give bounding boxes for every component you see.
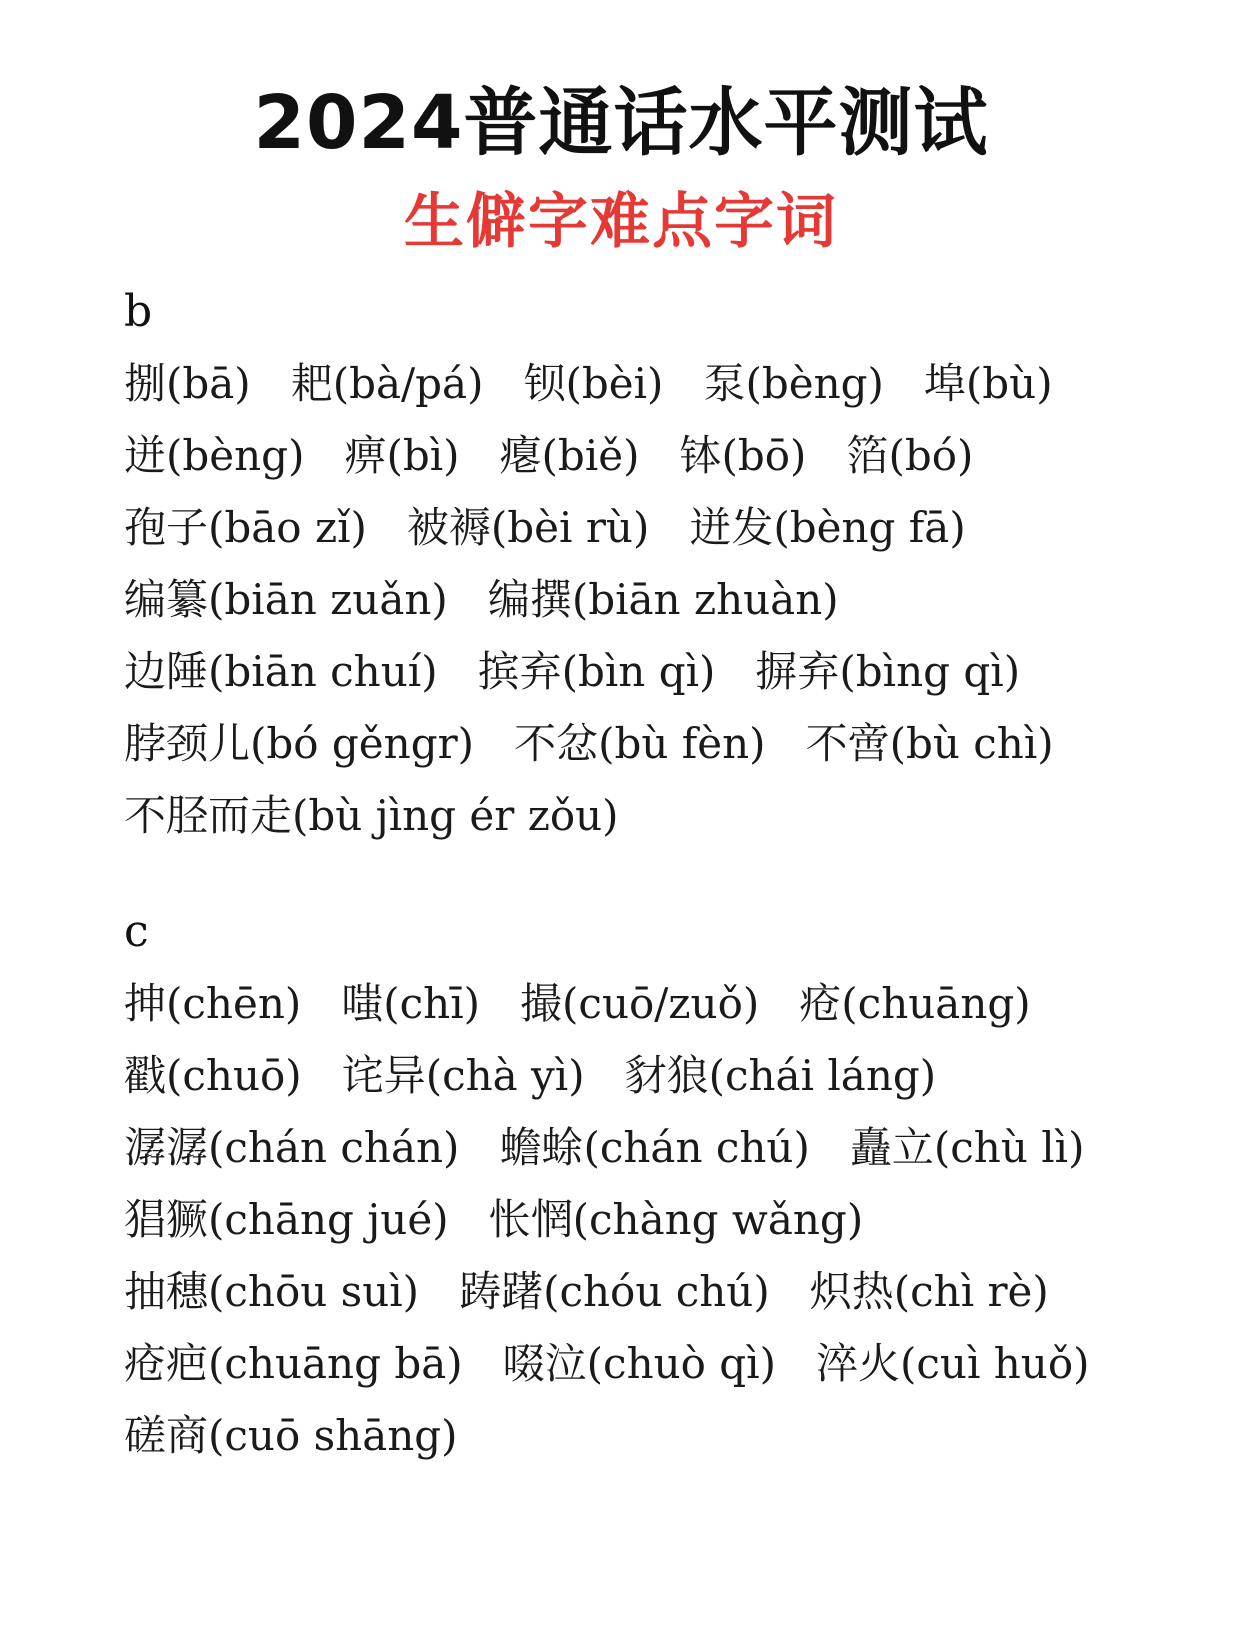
word-list xyxy=(124,354,1224,858)
word-entry: 钡(bèi) xyxy=(523,359,664,408)
word-entry: 编撰(biān zhuàn) xyxy=(487,575,839,624)
word-entry: 淬火(cuì huǒ) xyxy=(816,1339,1090,1388)
word-entry: 痹(bì) xyxy=(344,431,460,480)
word-entry: 疮(chuāng) xyxy=(799,979,1031,1028)
word-row xyxy=(124,1334,1224,1406)
word-row xyxy=(124,786,1224,858)
word-entry: 耙(bà/pá) xyxy=(290,359,484,408)
word-entry: 埠(bù) xyxy=(923,359,1053,408)
page-subtitle: 生僻字难点字词 xyxy=(404,187,838,257)
word-entry: 猖獗(chāng jué) xyxy=(124,1195,449,1244)
word-list xyxy=(124,974,1224,1478)
word-entry: 迸发(bèng fā) xyxy=(689,503,966,552)
word-row xyxy=(124,1190,1224,1262)
word-entry: 炽热(chì rè) xyxy=(809,1267,1049,1316)
section-letter: c xyxy=(124,906,149,957)
word-entry: 豺狼(chái láng) xyxy=(624,1051,937,1100)
word-row xyxy=(124,1118,1224,1190)
word-entry: 踌躇(chóu chú) xyxy=(459,1267,770,1316)
word-row xyxy=(124,714,1224,786)
word-entry: 诧异(chà yì) xyxy=(341,1051,585,1100)
word-entry: 迸(bèng) xyxy=(124,431,305,480)
word-row xyxy=(124,1406,1224,1478)
word-row xyxy=(124,1262,1224,1334)
word-row xyxy=(124,642,1224,714)
word-row xyxy=(124,570,1224,642)
word-entry: 边陲(biān chuí) xyxy=(124,647,438,696)
word-entry: 撮(cuō/zuǒ) xyxy=(520,979,760,1028)
word-entry: 捌(bā) xyxy=(124,359,251,408)
word-entry: 抻(chēn) xyxy=(124,979,302,1028)
section-letter: b xyxy=(124,286,153,337)
word-entry: 不胫而走(bù jìng ér zǒu) xyxy=(124,791,619,840)
word-row xyxy=(124,498,1224,570)
word-entry: 泵(bèng) xyxy=(703,359,884,408)
word-entry: 被褥(bèi rù) xyxy=(406,503,650,552)
word-entry: 嗤(chī) xyxy=(341,979,481,1028)
section-b xyxy=(124,282,1224,858)
word-entry: 啜泣(chuò qì) xyxy=(502,1339,777,1388)
word-entry: 戳(chuō) xyxy=(124,1051,302,1100)
word-entry: 箔(bó) xyxy=(846,431,974,480)
word-entry: 不忿(bù fèn) xyxy=(514,719,766,768)
section-c xyxy=(124,902,1224,1478)
word-row xyxy=(124,974,1224,1046)
word-entry: 潺潺(chán chán) xyxy=(124,1123,460,1172)
word-entry: 抽穗(chōu suì) xyxy=(124,1267,420,1316)
word-entry: 摈弃(bìn qì) xyxy=(477,647,716,696)
word-entry: 怅惘(chàng wǎng) xyxy=(488,1195,864,1244)
word-entry: 脖颈儿(bó gěngr) xyxy=(124,719,475,768)
word-entry: 磋商(cuō shāng) xyxy=(124,1411,458,1460)
word-entry: 疮疤(chuāng bā) xyxy=(124,1339,463,1388)
word-entry: 孢子(bāo zǐ) xyxy=(124,503,367,552)
word-entry: 钵(bō) xyxy=(679,431,807,480)
word-row xyxy=(124,354,1224,426)
word-entry: 瘪(biě) xyxy=(499,431,640,480)
word-entry: 不啻(bù chì) xyxy=(805,719,1054,768)
word-row xyxy=(124,1046,1224,1118)
page-title: 2024普通话水平测试 xyxy=(253,80,989,166)
word-entry: 蟾蜍(chán chú) xyxy=(499,1123,810,1172)
word-entry: 矗立(chù lì) xyxy=(849,1123,1085,1172)
word-entry: 摒弃(bìng qì) xyxy=(755,647,1021,696)
word-entry: 编纂(biān zuǎn) xyxy=(124,575,448,624)
word-row xyxy=(124,426,1224,498)
